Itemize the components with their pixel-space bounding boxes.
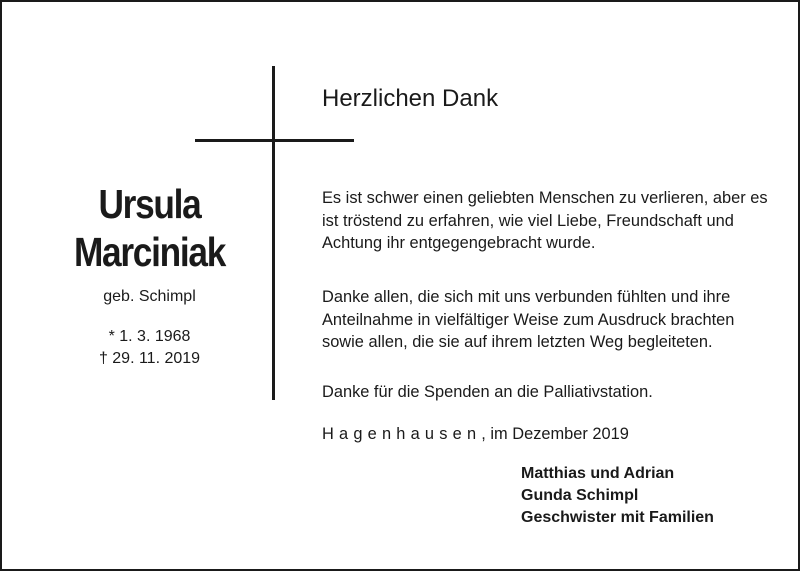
last-name: Marciniak [73, 229, 226, 275]
cross-vertical-bar [272, 66, 275, 400]
date-text: , im Dezember 2019 [481, 425, 629, 443]
first-name: Ursula [98, 181, 201, 227]
birth-name: geb. Schimpl [103, 288, 196, 305]
cross-horizontal-bar [195, 139, 354, 142]
place-date-line [322, 423, 629, 445]
thanks-paragraph-2: Danke allen, die sich mit uns verbunden fühlten und ihre Anteilnahme in vielfältiger Weise zum Ausdruck brachten sowie allen, die sie auf ihrem letzten Weg begleiteten. [322, 288, 735, 351]
birth-date: * 1. 3. 1968 [108, 328, 191, 345]
place-name: Hagenhausen [322, 425, 482, 443]
signer-line: Matthias und Adrian [521, 465, 675, 482]
thanks-paragraph-3: Danke für die Spenden an die Palliativstation. [322, 383, 653, 401]
signer-line: Gunda Schimpl [521, 487, 639, 504]
death-date: † 29. 11. 2019 [98, 350, 201, 367]
signers-block [521, 463, 714, 529]
heading: Herzlichen Dank [322, 85, 499, 112]
signer-line: Geschwister mit Familien [521, 509, 714, 526]
thanks-paragraph-1: Es ist schwer einen geliebten Menschen zu verlieren, aber es ist tröstend zu erfahren, wie viel Liebe, Freundschaft und Achtung ihr entgegengebracht wurde. [322, 189, 768, 252]
